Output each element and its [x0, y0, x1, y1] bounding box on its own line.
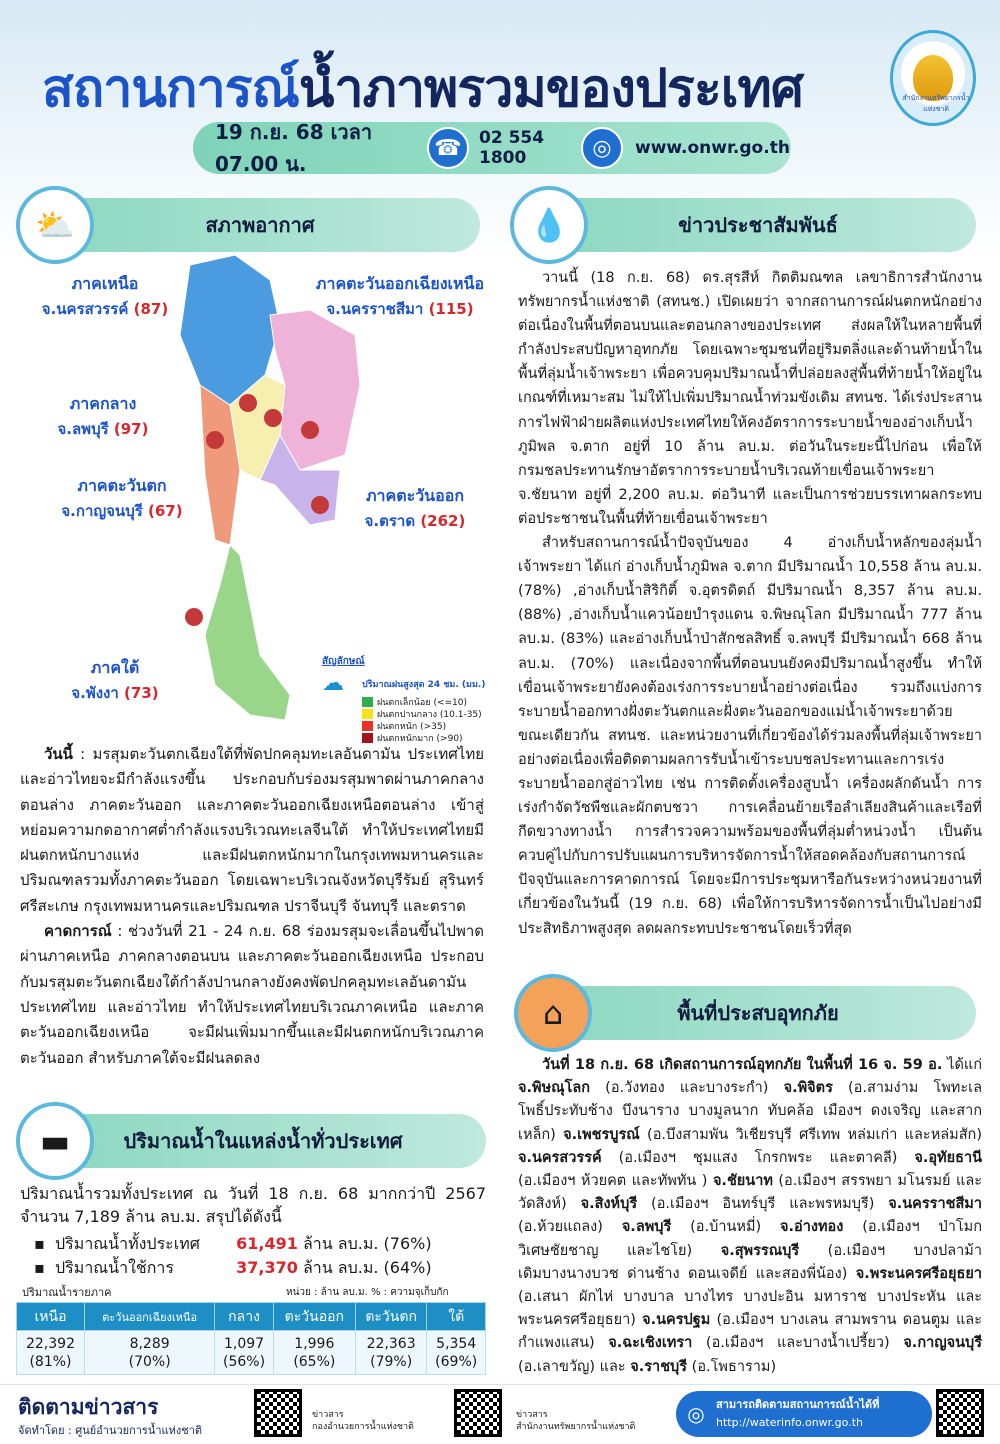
qr-code-2[interactable]: [454, 1389, 502, 1437]
flood-district-list: (อ.เมืองฯ บางเลน สามพราน ดอนตูม และกำแพงแสน): [518, 1312, 982, 1352]
total-label: ปริมาณน้ำทั้งประเทศ: [55, 1234, 200, 1253]
flood-body: [518, 1054, 982, 1379]
total-unit: ล้าน ลบ.ม. (76%): [302, 1234, 432, 1253]
onwr-logo: [890, 30, 976, 126]
flood-district-list: (อ.วังทอง และบางระกำ): [590, 1080, 784, 1097]
region-name: ภาคเหนือ: [71, 274, 139, 293]
region-rain-value: (73): [124, 684, 159, 702]
flood-province: จ.ฉะเชิงเทรา: [608, 1335, 693, 1352]
footer: [0, 1384, 1000, 1444]
flood-province: จ.สิงห์บุรี: [580, 1196, 638, 1213]
total-value: 61,491: [236, 1234, 298, 1253]
rain-cloud-icon: [264, 409, 282, 427]
flood-district-list: (อ.เมืองฯ บางปลาม้า เดิมบางนางบวช ด่านช้าง ดอนเจดีย์ และสองพี่น้อง): [518, 1242, 982, 1282]
usable-label: ปริมาณน้ำใช้การ: [55, 1258, 174, 1277]
usable-water-row: ▪ ปริมาณน้ำใช้การ 37,370 ล้าน ลบ.ม. (64%): [34, 1256, 494, 1281]
reservoir-section-header: [40, 1114, 486, 1168]
footer-producer: จัดทำโดย : ศูนย์อำนวยการน้ำแห่งชาติ: [18, 1424, 203, 1437]
dam-icon: ▬: [16, 1102, 94, 1180]
legend-item: ฝนตกปานกลาง (10.1-35): [377, 710, 482, 720]
news-paragraph-2: สำหรับสถานการณ์น้ำปัจจุบันของ 4 อ่างเก็บน้ำหลักของลุ่มน้ำเจ้าพระยา ได้แก่ อ่างเก็บน้ำภูมิพล จ.ตาก มีปริมาณน้ำ 10,558 ล้าน ลบ.ม. (78%) ,อ่างเก็บน้ำสิริกิติ์ จ.อุตรดิตถ์ มีปริมาณน้ำ 8,357 ล้าน ลบ.ม. (88%) ,อ่างเก็บน้ำแควน้อยบำรุงแดน จ.พิษณุโลก มีปริมาณน้ำ 777 ล้าน ลบ.ม. (83%) และอ่างเก็บน้ำป่าสักชลสิทธิ์ จ.ลพบุรี มีปริมาณน้ำ 668 ล้าน ลบ.ม. (70%) และเนื่องจากพื้นที่ตอนบนยังคงมีปริมาณน้ำสูงขึ้น ทำให้เขื่อนเจ้าพระยายังคงต้องเร่งการระบายน้ำอย่างต่อเนื่อง รวมถึงแบ่งการระบายน้ำออกทางฝั่งตะวันตกและฝั่งตะวันออกของแม่น้ำเจ้าพระยาด้วย ขณะเดียวกัน สทนช. และหน่วยงานที่เกี่ยวข้องได้ร่วมลงพื้นที่ลุ่มเจ้าพระยาอย่างต่อเนื่องเพื่อติดตามผลการรับน้ำเข้าระบบชลประทานและการเร่งระบายน้ำออกสู่อ่าวไทย เช่น การติดตั้งเครื่องสูบน้ำ เครื่องผลักดันน้ำ การเร่งกำจัดวัชพืชและผักตบชวา การเคลื่อนย้ายเรือลำเลียงสินค้าและเรือที่กีดขวางทางน้ำ การสำรวจความพร้อมของพื้นที่ลุ่มต่ำหน่วงน้ำ เป็นต้น ควบคู่ไปกับการปรับแผนการบริหารจัดการน้ำให้สอดคล้องกับสถานการณ์ปัจจุบันและการคาดการณ์ โดยจะมีการประชุมหารือกันระหว่างหน่วยงานที่เกี่ยวข้องในวันนี้ (19 ก.ย. 68) เพื่อให้การบริหารจัดการน้ำเป็นไปอย่างมีประสิทธิภาพสูงสุด ลดผลกระทบประชาชนโดยเร็วที่สุด: [518, 535, 982, 937]
reservoir-summary: ปริมาณน้ำรวมทั้งประเทศ ณ วันที่ 18 ก.ย. 68 มากกว่าปี 2567 จำนวน 7,189 ล้าน ลบ.ม. สรุปได้ดังนี้: [20, 1184, 486, 1226]
region-rain-value: (87): [133, 300, 169, 318]
track-url[interactable]: http://waterinfo.onwr.go.th: [716, 1416, 863, 1429]
region-rain-value: (67): [148, 502, 183, 520]
flood-province: จ.นครสวรรค์: [518, 1149, 602, 1166]
col-south: ใต้: [427, 1303, 486, 1331]
footer-follow: ติดตามข่าวสาร: [18, 1395, 159, 1419]
rain-cloud-icon: [239, 394, 257, 412]
flood-province: จ.อุทัยธานี: [914, 1149, 982, 1166]
flood-lead: วันที่ 18 ก.ย. 68 เกิดสถานการณ์อุทกภัย ในพื้นที่ 16 จ. 59 อ.: [542, 1057, 943, 1073]
weather-description: [20, 742, 484, 1071]
flood-district-list: (อ.เมืองฯ สรรพยา มโนรมย์ และวัดสิงห์): [518, 1173, 982, 1213]
table-caption: ปริมาณน้ำรายภาค: [22, 1286, 112, 1299]
region-west-label: [52, 474, 192, 523]
flood-province: จ.นครปฐม: [642, 1312, 711, 1329]
flood-district-list: (อ.บ้านหมี่): [671, 1219, 781, 1236]
track-text: สามารถติดตามสถานการณ์น้ำได้ที่: [716, 1398, 880, 1411]
globe-icon: ◎: [687, 1402, 705, 1426]
flooded-house-icon: ⌂: [514, 974, 592, 1052]
flood-province: จ.พิษณุโลก: [518, 1080, 591, 1097]
flood-province: จ.เพชรบูรณ์: [563, 1126, 640, 1143]
flood-province: จ.ชัยนาท: [712, 1173, 773, 1190]
qr-code-3[interactable]: [936, 1389, 984, 1437]
flood-province: จ.กาญจนบุรี: [903, 1335, 982, 1352]
col-central: กลาง: [215, 1303, 274, 1331]
today-text: : มรสุมตะวันตกเฉียงใต้ที่พัดปกคลุมทะเลอันดามัน ประเทศไทย และอ่าวไทยจะมีกำลังแรงขึ้น ประกอบกับร่องมรสุมพาดผ่านภาคกลางตอนล่าง ภาคตะวันออก และภาคตะวันออกเฉียงเหนือตอนล่าง เข้าสู่หย่อมความกดอากาศต่ำกำลังแรงบริเวณทะเลจีนใต้ ทำให้ประเทศไทยมีฝนตกหนักบางแห่ง และมีฝนตกหนักมากในกรุงเทพมหานครและปริมณฑลรวมทั้งภาคตะวันออก โดยเฉพาะบริเวณจังหวัดบุรีรัมย์ สุรินทร์ ศรีสะเกษ กรุงเทพมหานครและปริมณฑล ปราจีนบุรี จันทบุรี และตราด: [20, 745, 484, 915]
region-rain-value: (115): [428, 300, 474, 318]
phone-number[interactable]: 02 554 1800: [479, 128, 545, 168]
region-province: จ.ลพบุรี: [57, 420, 109, 438]
legend-swatch-heavy: [362, 721, 373, 731]
region-name: ภาคใต้: [90, 658, 140, 677]
flood-district-list: (อ.เมืองฯ ชุมแสง โกรกพระ และตาคลี): [601, 1149, 915, 1166]
table-row: [17, 1331, 486, 1375]
legend-subtitle: ปริมาณฝนสูงสุด 24 ชม. (มม.): [362, 679, 486, 690]
legend-title: สัญลักษณ์: [322, 656, 365, 667]
waterinfo-banner[interactable]: [676, 1391, 932, 1437]
table-cell: 22,392 (81%): [17, 1331, 85, 1375]
legend-item: ฝนตกหนัก (>35): [377, 722, 447, 732]
flood-district-list: (อ.บึงสามพัน วิเชียรบุรี ศรีเทพ หล่มเก่า และหล่มสัก): [639, 1126, 982, 1143]
usable-unit: ล้าน ลบ.ม. (64%): [302, 1258, 432, 1277]
weather-section-header: [40, 198, 480, 252]
region-northeast-label: [300, 272, 500, 321]
usable-value: 37,370: [236, 1258, 298, 1277]
rain-cloud-icon: [311, 496, 329, 514]
flood-district-list: (อ.ห้วยแถลง): [518, 1219, 622, 1236]
flood-section-title: พื้นที่ประสบอุทกภัย: [677, 1001, 839, 1025]
region-central-label: [48, 392, 158, 441]
col-north: เหนือ: [17, 1303, 85, 1331]
qr-code-2-caption: ข่าวสาร สำนักงานทรัพยากรน้ำแห่งชาติ: [516, 1410, 636, 1432]
hand-water-drop-icon: 💧: [510, 186, 588, 264]
legend-swatch-light: [362, 697, 373, 707]
map-south-region: [205, 545, 290, 720]
qr-code-1-caption: ข่าวสาร กองอำนวยการน้ำแห่งชาติ: [312, 1410, 414, 1432]
news-section-title: ข่าวประชาสัมพันธ์: [678, 213, 838, 237]
flood-district-list: (อ.สามง่าม โพทะเล โพธิ์ประทับช้าง บึงนาราง บางมูลนาก ทับคล้อ เมืองฯ ดงเจริญ และสากเหล็ก): [518, 1080, 982, 1143]
info-bar: [193, 122, 791, 174]
table-cell: 1,097 (56%): [215, 1331, 274, 1375]
flood-prefix: ได้แก่: [942, 1057, 983, 1073]
flood-province: จ.อ่างทอง: [780, 1219, 844, 1236]
forecast-label: คาดการณ์: [44, 922, 112, 941]
website-link[interactable]: www.onwr.go.th: [635, 138, 790, 158]
flood-district-list: (อ.เมืองฯ ป่าโมก วิเศษชัยชาญ และไชโย): [518, 1219, 983, 1259]
rain-cloud-icon: [185, 608, 203, 626]
globe-icon: ◎: [581, 127, 623, 169]
table-cell: 22,363 (79%): [355, 1331, 427, 1375]
total-water-row: ▪ ปริมาณน้ำทั้งประเทศ 61,491 ล้าน ลบ.ม. (76%): [34, 1232, 494, 1257]
phone-icon: ☎: [427, 127, 469, 169]
title-part-1: สถานการณ์: [42, 59, 299, 119]
region-east-label: [350, 484, 480, 533]
region-province: จ.กาญจนบุรี: [61, 502, 143, 520]
flood-district-list: (อ.เมืองฯ ห้วยคต และทัพทัน ): [518, 1173, 713, 1190]
flood-province: จ.พิจิตร: [783, 1080, 833, 1097]
col-northeast: ตะวันออกเฉียงเหนือ: [84, 1303, 214, 1331]
region-province: จ.นครสวรรค์: [41, 300, 129, 318]
flood-district-list: (อ.เมืองฯ และบางน้ำเปรี้ยว): [692, 1335, 904, 1352]
rain-cloud-legend-icon: ☁: [322, 671, 344, 696]
col-east: ตะวันออก: [273, 1303, 355, 1331]
legend-swatch-moderate: [362, 709, 373, 719]
rain-cloud-icon: [206, 431, 224, 449]
region-name: ภาคตะวันออกเฉียงเหนือ: [315, 274, 485, 293]
title-part-2: น้ำภาพรวมของประเทศ: [298, 59, 803, 119]
region-province: จ.พังงา: [71, 684, 119, 702]
regional-water-table: [16, 1302, 486, 1375]
reservoir-section-title: ปริมาณน้ำในแหล่งน้ำทั่วประเทศ: [123, 1129, 403, 1153]
legend-item: ฝนตกหนักมาก (>90): [377, 734, 463, 744]
news-paragraph-1: วานนี้ (18 ก.ย. 68) ดร.สุรสีห์ กิตติมณฑล เลขาธิการสำนักงานทรัพยากรน้ำแห่งชาติ (สทนช.) เปิดเผยว่า จากสถานการณ์ฝนตกหนักอย่างต่อเนื่องในพื้นที่ตอนบนและตอนกลางของประเทศ ส่งผลให้ในหลายพื้นที่กำลังประสบปัญหาอุทกภัย โดยเฉพาะชุมชนที่อยู่ริมตลิ่งและด้านท้ายน้ำในพื้นที่ลุ่มน้ำเจ้าพระยา เพื่อควบคุมปริมาณน้ำที่ปล่อยลงสู่พื้นที่ท้ายน้ำให้อยู่ในเกณฑ์ที่เหมาะสม ไม่ให้ไปเพิ่มปริมาณน้ำท่วมขังเดิม สทนช. ได้เร่งประสานการไฟฟ้าฝ่ายผลิตแห่งประเทศไทยให้คงอัตราการระบายน้ำของอ่างเก็บน้ำภูมิพล จ.ตาก อยู่ที่ 10 ล้าน ลบ.ม. ต่อวันในระยะนี้ไปก่อน เพื่อให้กรมชลประทานรักษาอัตราการระบายน้ำบริเวณท้ายเขื่อนเจ้าพระยา จ.ชัยนาท อยู่ที่ 2,200 ลบ.ม. ต่อวินาที และเป็นการช่วยบรรเทาผลกระทบต่อประชาชนในพื้นที่ท้ายเขื่อนเจ้าพระยา: [518, 270, 982, 527]
region-name: ภาคตะวันตก: [77, 476, 167, 495]
today-label: วันนี้: [44, 745, 73, 763]
news-section-header: [540, 198, 976, 252]
map-legend: [322, 654, 500, 744]
table-cell: 1,996 (65%): [273, 1331, 355, 1375]
weather-section-title: สภาพอากาศ: [205, 213, 315, 237]
qr-code-1[interactable]: [254, 1389, 302, 1437]
report-date: 19 ก.ย. 68 เวลา 07.00 น.: [215, 120, 373, 176]
flood-province: จ.สุพรรณบุรี: [720, 1242, 800, 1259]
flood-district-list: (อ.โพธาราม): [687, 1358, 777, 1375]
flood-district-list: (อ.เมืองฯ อินทร์บุรี และพรหมบุรี): [637, 1196, 889, 1213]
rain-cloud-icon: [301, 421, 319, 439]
forecast-text: : ช่วงวันที่ 21 - 24 ก.ย. 68 ร่องมรสุมจะเลื่อนขึ้นไปพาดผ่านภาคเหนือ ภาคกลางตอนบน และภาคตะวันออกเฉียงเหนือ ประกอบกับมรสุมตะวันตกเฉียงใต้กำลังปานกลางยังคงพัดปกคลุมทะเลอันดามัน ประเทศไทย และอ่าวไทย ทำให้ประเทศไทยบริเวณภาคเหนือ และภาคตะวันออกเฉียงเหนือ จะมีฝนเพิ่มมากขึ้นและมีฝนตกหนักบริเวณภาคตะวันออก สำหรับภาคใต้จะมีฝนลดลง: [20, 922, 484, 1067]
flood-province: จ.ราชบุรี: [630, 1358, 688, 1375]
table-header-row: [17, 1303, 486, 1331]
table-cell: 5,354 (69%): [427, 1331, 486, 1375]
logo-caption: สำนักงานทรัพยากรน้ำแห่งชาติ: [902, 94, 970, 113]
page-title: [42, 46, 882, 126]
region-name: ภาคกลาง: [69, 394, 137, 413]
flood-province: จ.ลพบุรี: [621, 1219, 672, 1236]
region-rain-value: (97): [113, 420, 149, 438]
region-rain-value: (262): [420, 512, 466, 530]
table-unit-note: หน่วย : ล้าน ลบ.ม. % : ความจุเก็บกัก: [286, 1287, 449, 1298]
region-province: จ.ตราด: [364, 512, 416, 530]
flood-province: จ.นครราชสีมา: [888, 1196, 982, 1213]
flood-district-list: (อ.เลาขวัญ) และ: [518, 1358, 631, 1375]
flood-province: จ.พระนครศรีอยุธยา: [855, 1265, 982, 1282]
table-cell: 8,289 (70%): [84, 1331, 214, 1375]
region-south-label: [60, 656, 170, 705]
region-province: จ.นครราชสีมา: [326, 300, 424, 318]
region-name: ภาคตะวันออก: [365, 486, 465, 505]
news-body: [518, 266, 982, 941]
col-west: ตะวันตก: [355, 1303, 427, 1331]
region-north-label: [40, 272, 170, 321]
legend-item: ฝนตกเล็กน้อย (<=10): [377, 698, 468, 708]
flood-district-list: (อ.เสนา ผักไห่ บางบาล บางไทร บางปะอิน มหาราช บางประหัน และพระนครศรีอยุธยา): [518, 1289, 982, 1329]
flood-section-header: [540, 986, 976, 1040]
weather-sun-cloud-icon: ⛅: [16, 186, 94, 264]
